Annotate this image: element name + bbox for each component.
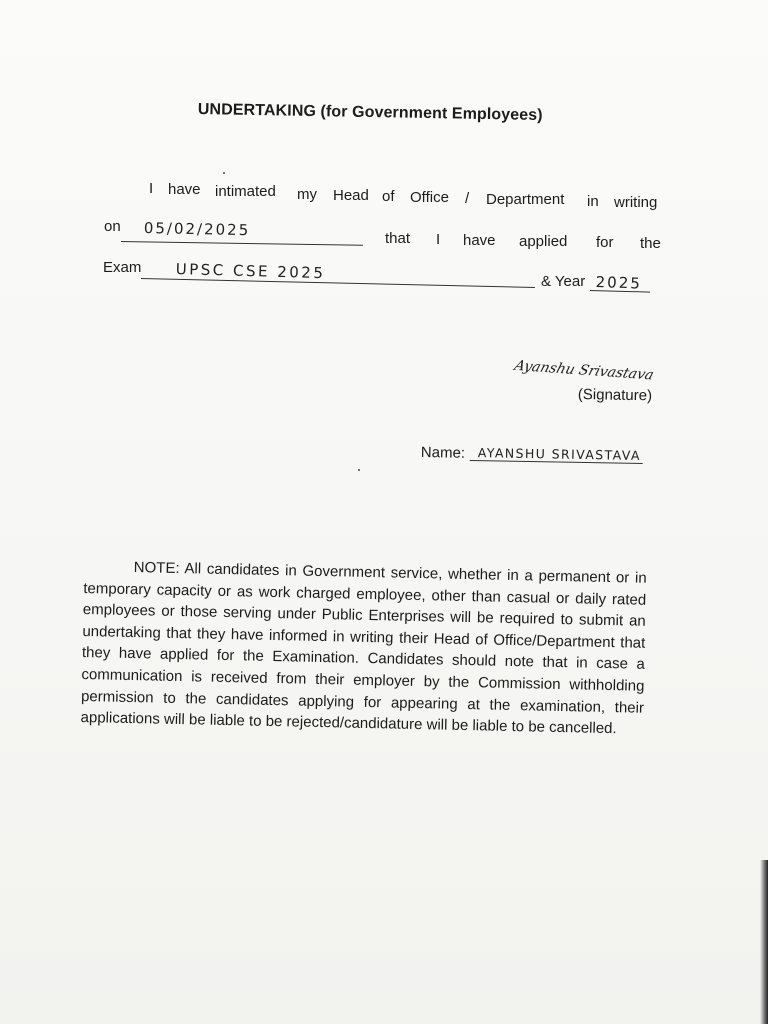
- line1-word: intimated: [215, 183, 276, 200]
- name-label: Name:: [420, 444, 466, 462]
- line1-word: have: [168, 181, 201, 198]
- line1-word: my: [297, 186, 317, 203]
- line2-word: for: [596, 234, 614, 251]
- line2-word: applied: [519, 233, 568, 250]
- date-handwritten-value: 05/02/2025: [143, 219, 251, 240]
- line2-word: have: [463, 232, 496, 249]
- document-title: UNDERTAKING (for Government Employees): [197, 101, 543, 125]
- line1-word: I: [149, 180, 154, 197]
- scan-speck: [223, 172, 225, 174]
- name-handwritten-value: AYANSHU SRIVASTAVA: [470, 445, 643, 464]
- line2-word: the: [640, 235, 661, 252]
- handwritten-signature: Ayanshu Srivastava: [512, 358, 656, 384]
- note-paragraph: NOTE: All candidates in Government service, whether in a permanent or in temporary capacity or as work charged employee, other than casual or daily rated employees or those serving under Public Enterprises will be required to submit an undertaking that they have informed in writing their Head of Office/Department that they have applied for the Examination. Candidates should note that in case a communication is received from their employer by the Commission withholding permission to the candidates applying for appearing at the examination, their applications will be liable to be rejected/candidature will be liable to be cancelled.: [80, 559, 647, 738]
- line1-word: Department: [486, 191, 565, 208]
- scan-speck: [358, 469, 360, 471]
- signature-label: (Signature): [577, 386, 653, 405]
- exam-label: Exam: [103, 259, 142, 276]
- date-blank-underline: [121, 241, 363, 246]
- line1-word: /: [465, 190, 470, 207]
- line1-word: of: [382, 188, 395, 205]
- line2-word: that: [385, 230, 411, 247]
- page-edge-shadow: [760, 860, 768, 1024]
- year-handwritten-value: 2025: [595, 273, 643, 293]
- line2-word: I: [436, 231, 441, 248]
- year-label: & Year: [541, 273, 586, 290]
- line1-word: Head: [333, 187, 369, 204]
- exam-handwritten-value: UPSC CSE 2025: [175, 260, 326, 283]
- line1-word: in: [587, 193, 599, 210]
- on-label: on: [104, 218, 121, 235]
- line1-word: writing: [614, 194, 658, 211]
- line1-word: Office: [410, 189, 449, 206]
- exam-blank-underline: [141, 278, 535, 288]
